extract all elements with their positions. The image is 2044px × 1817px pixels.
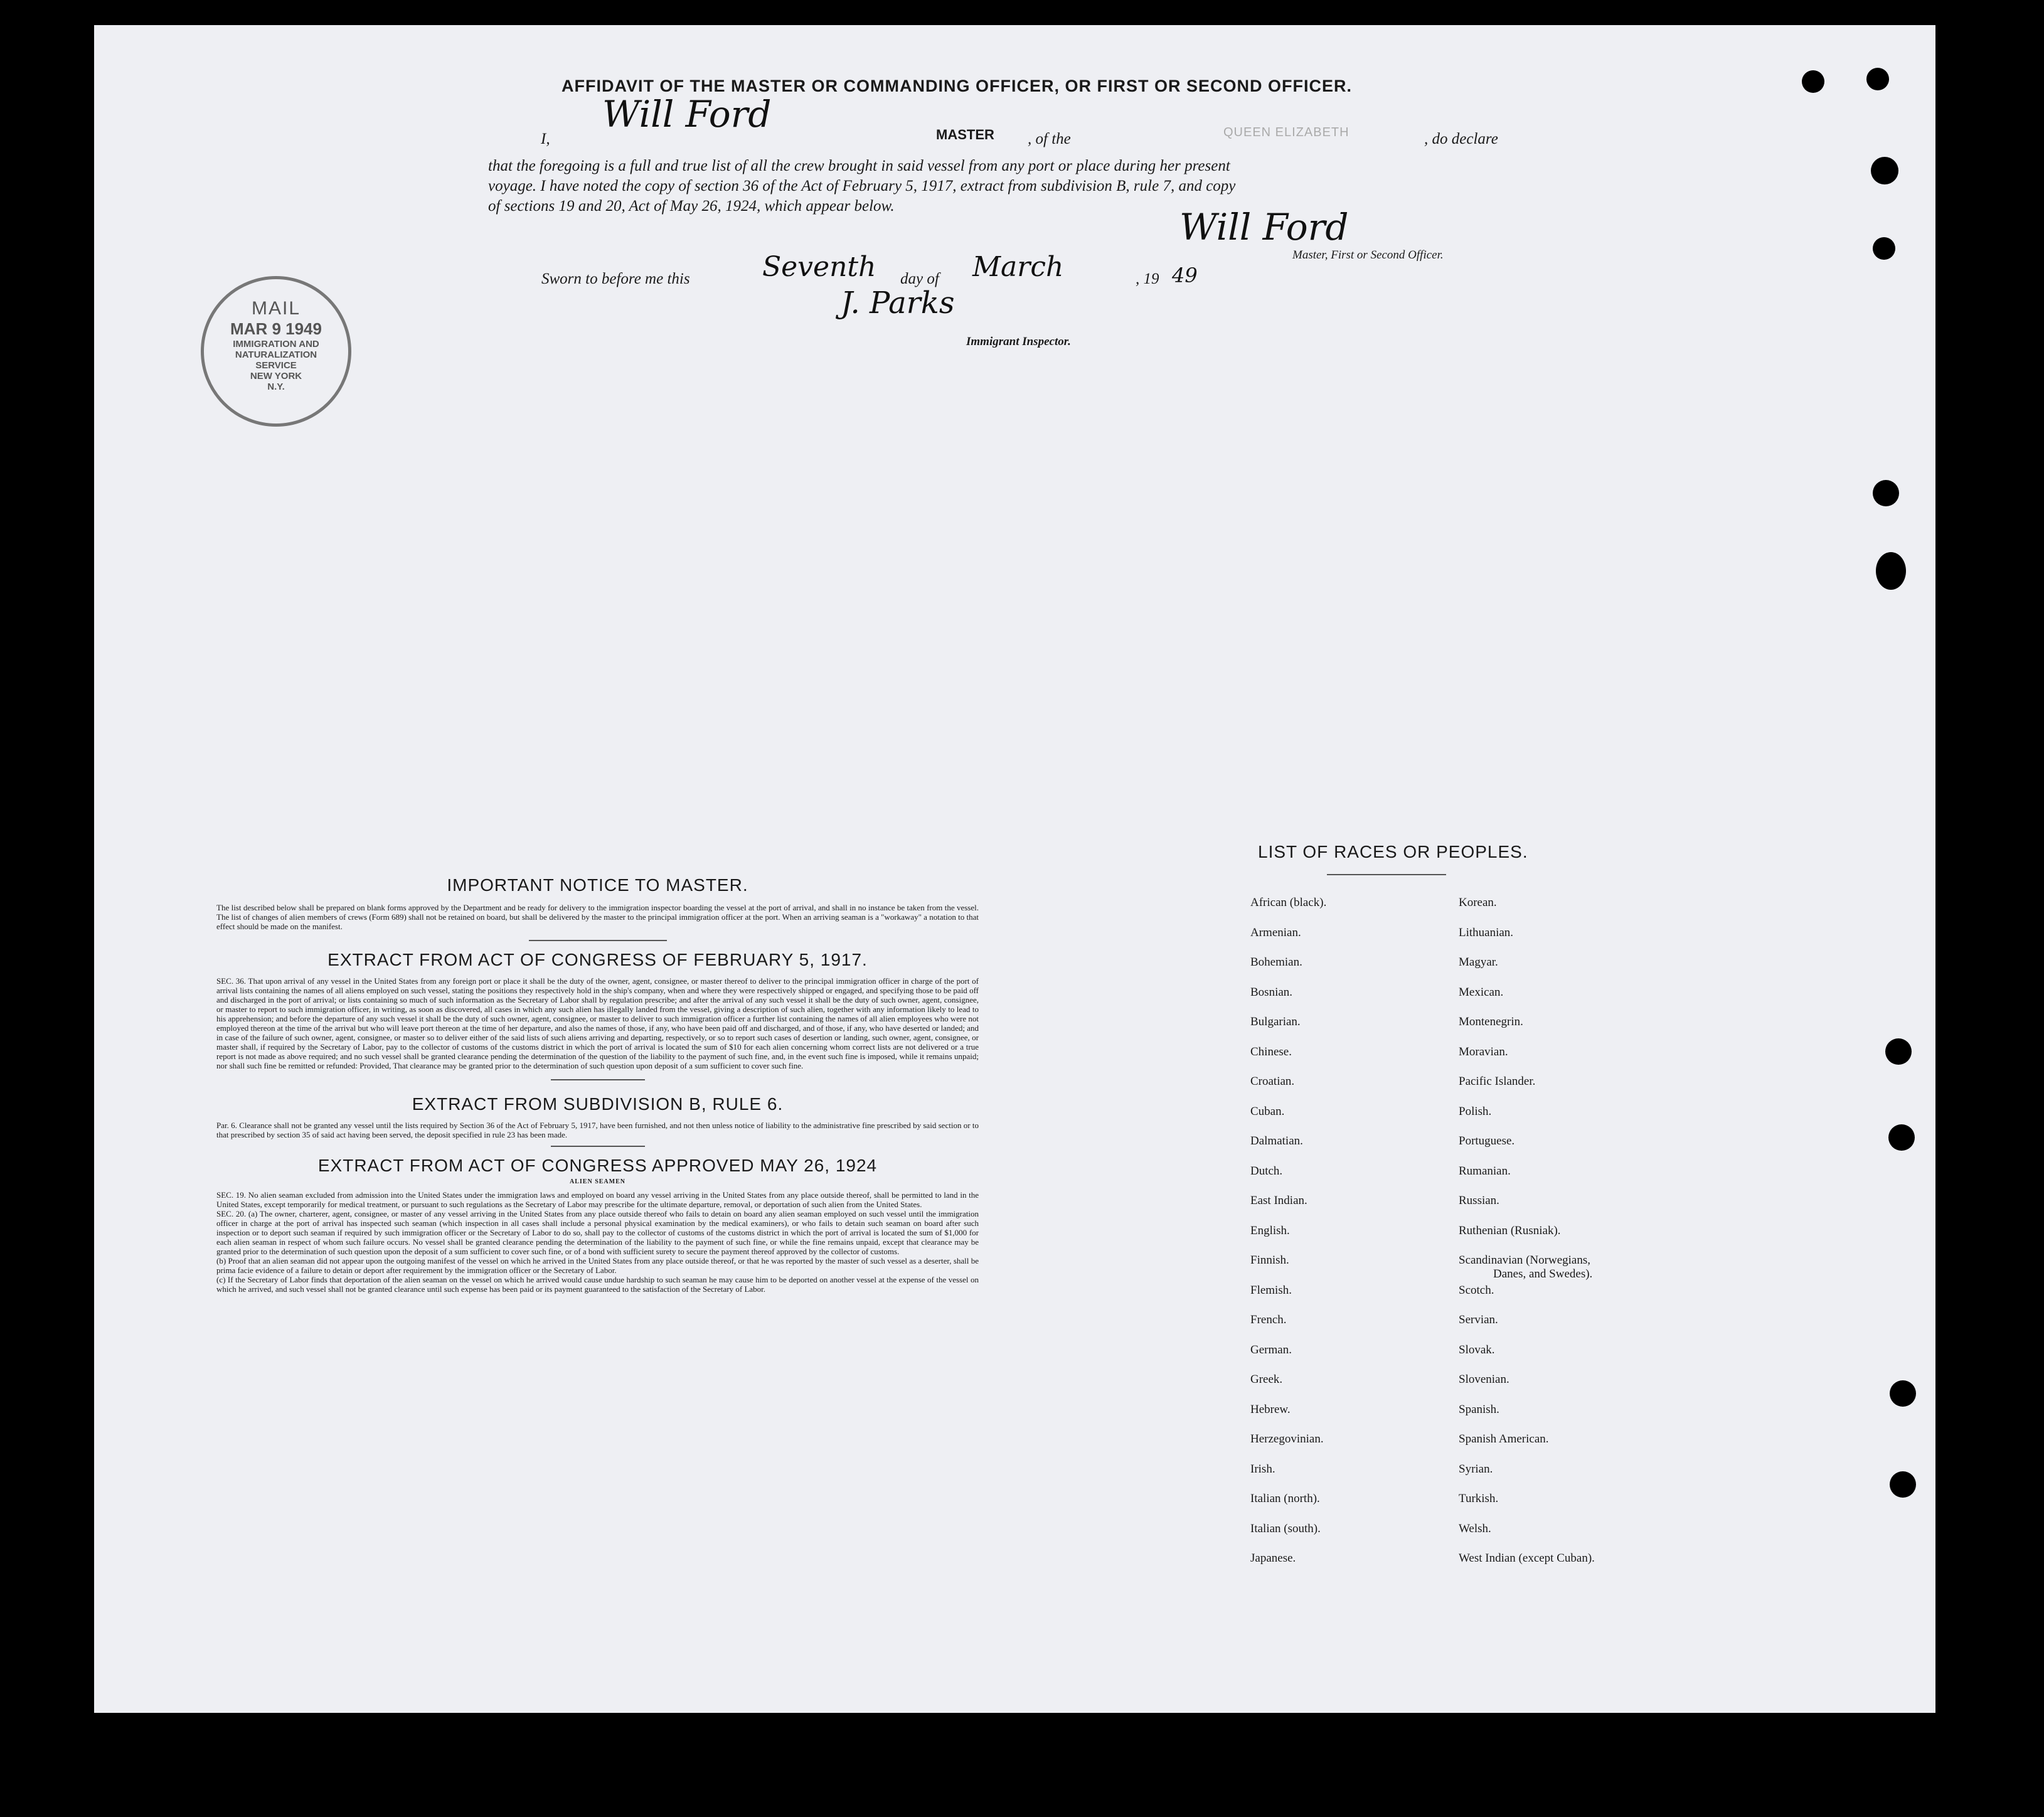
punch-hole [1890,1471,1916,1498]
punch-hole [1873,237,1895,260]
extract1-body: SEC. 36. That upon arrival of any vessel in the United States from any foreign port or place it shall be the duty of the owner, agent, consignee, or master thereof to deliver to the principal immigration officer in charge of the port of arrival lists containing the names of all aliens employed on such vessel, stating the positions they respectively hold in the ship's company, when and where they were respectively shipped or engaged, and specifying those to be paid off and discharged in the port of arrival; or lists containing so much of such information as the Secretary of Labor shall by regulation prescribe; and after the arrival of any such vessel it shall be the duty of such owner, agent, consignee, or master to report to such immigration officer, in writing, as soon as discovered, all cases in which any such alien has illegally landed from the vessel, giving a description of such alien, together with any information likely to lead to his apprehension; and before the departure of any such vessel it shall be the duty of such owner, agent, consignee, or master to deliver to such immigration officer a further list containing the names of all alien employees who were not employed thereon at the time of the arrival but who will leave port thereon at the time of her departure, and also the names of those, if any, who have been paid off and discharged, and of those, if any, who have deserted or landed; and in case of the failure of such owner, agent, consignee, or master so to deliver either of the said lists of such aliens arriving and departing, respectively, or so to report such cases of desertion or landing, such owner, agent, consignee, or master shall, if required by the Secretary of Labor, pay to the collector of customs of the customs district in which the port of arrival is located the sum of $10 for each alien concerning whom correct lists are not delivered or a true report is not made as above required; and no such vessel shall be granted clearance pending the determination of the question of the liability to the payment of such fine, and, in the event such fine is imposed, while it remains unpaid; nor shall such fine be remitted or refunded: Provided, That clearance may be granted prior to the determination of such question upon deposit of a sum sufficient to cover such fine. [216,976,979,1070]
race-item: Pacific Islander. [1459,1075,1536,1088]
race-item: Lithuanian. [1459,925,1514,939]
race-item: East Indian. [1250,1194,1307,1207]
race-item: German. [1250,1343,1292,1356]
officer-signature: Will Ford [1179,206,1349,248]
extract2-title: EXTRACT FROM SUBDIVISION B, RULE 6. [412,1094,784,1114]
race-item: Ruthenian (Rusniak). [1459,1223,1561,1237]
punch-hole [1802,70,1824,93]
extract3-body1: SEC. 19. No alien seaman excluded from admission into the United States under the immigration laws and employed on board any vessel arriving in the United States from any place outside thereof, shall be permitted to land in the United States, except temporarily for medical treatment, or pursuant to such regulations as the Secretary of Labor may prescribe for the ultimate departure, removal, or deportation of such alien from the United States. [216,1190,979,1209]
race-item: Scotch. [1459,1283,1494,1297]
race-item: Irish. [1250,1462,1275,1476]
do-declare-label: , do declare [1424,131,1498,147]
affidavit-body-line1: that the foregoing is a full and true list of all the crew brought in said vessel from any port or place during her present [488,157,1230,174]
stamp-line6: NEW YORK [250,371,302,381]
extract3-body2: SEC. 20. (a) The owner, charterer, agent, consignee, or master of any vessel arriving in the United States from any place outside thereof who fails to detain on board any alien seaman employed on such vessel until the immigration officer in charge at the port of arrival has inspected such seaman (which inspection in all cases shall include a personal physical examination by the medical examiners), or who fails to detain such seaman on board after such inspection or to deport such seaman if required by such immigration officer or the Secretary of Labor to do so, shall pay to the collector of customs of the customs district in which the port of arrival is located the sum of $1,000 for each alien seaman in respect of whom such failure occurs. No vessel shall be granted clearance pending the determination of the liability to the payment of such fine, or while the fine remains unpaid, except that clearance may be granted prior to the determination of such question upon the deposit of a sum sufficient to cover such fine, or of a bond with sufficient surety to secure the payment thereof approved by the collector of customs. [216,1209,979,1256]
race-item: Japanese. [1250,1552,1296,1565]
extract3-subtitle: ALIEN SEAMEN [570,1178,625,1185]
race-item: Spanish. [1459,1402,1499,1416]
divider [529,940,667,941]
affidavit-title: AFFIDAVIT OF THE MASTER OR COMMANDING OFFICER, OR FIRST OR SECOND OFFICER. [562,77,1352,95]
inspector-signature: J. Parks [841,285,955,321]
race-item: Finnish. [1250,1254,1289,1267]
punch-hole [1866,68,1889,90]
race-item: Italian (north). [1250,1492,1320,1505]
race-item: Dalmatian. [1250,1134,1303,1148]
extract3-body4: (c) If the Secretary of Labor finds that deportation of the alien seaman on the vessel on which he arrived would cause undue hardship to such seaman he may cause him to be deported on another vessel at the expense of the vessel on which he arrived, and such vessel shall not be granted clearance until such expense has been paid or its payment guaranteed to the satisfaction of the Secretary of Labor. [216,1275,979,1294]
stamp-line3: IMMIGRATION AND [233,339,319,349]
race-item: Greek. [1250,1373,1283,1386]
vessel-name: QUEEN ELIZABETH [1223,125,1349,139]
stamp-line2: MAR 9 1949 [230,319,322,338]
race-item: Magyar. [1459,956,1498,969]
race-item: Chinese. [1250,1045,1292,1058]
of-the-label: , of the [1028,131,1071,147]
master-signature: Will Ford [602,93,772,136]
stamp-line1: MAIL [251,298,301,319]
race-item: Cuban. [1250,1104,1285,1118]
officer-caption: Master, First or Second Officer. [1292,248,1444,262]
year-suffix: 49 [1172,264,1198,287]
race-item: Scandinavian (Norwegians, [1459,1254,1590,1267]
race-item: Dutch. [1250,1164,1283,1178]
race-item: Turkish. [1459,1492,1499,1505]
race-item: Welsh. [1459,1521,1491,1535]
race-item: Armenian. [1250,925,1301,939]
punch-hole [1876,552,1906,590]
race-item: Moravian. [1459,1045,1508,1058]
stamp-line7: N.Y. [267,381,285,392]
punch-hole [1871,157,1898,184]
race-item: Slovak. [1459,1343,1495,1356]
stamp-line4: NATURALIZATION [235,349,317,360]
extract3-body3: (b) Proof that an alien seaman did not appear upon the outgoing manifest of the vessel on which he arrived in the United States from any place outside thereof, or that he was reported by the master of such vessel as a deserter, shall be prima facie evidence of a failure to detain or deport after requirement by the immigration officer or the Secretary of Labor. [216,1256,979,1275]
race-item: Bosnian. [1250,985,1293,999]
punch-hole [1873,480,1899,506]
inspector-caption: Immigrant Inspector. [966,335,1071,348]
affidavit-body-line3: of sections 19 and 20, Act of May 26, 1924, which appear below. [488,198,895,215]
race-item: Bohemian. [1250,956,1302,969]
race-item: Hebrew. [1250,1402,1291,1416]
race-item: French. [1250,1313,1287,1326]
race-item: Slovenian. [1459,1373,1509,1386]
race-item: Russian. [1459,1194,1499,1207]
year-prefix: , 19 [1136,270,1159,287]
race-item: African (black). [1250,896,1327,909]
divider [1327,874,1446,875]
race-item: Korean. [1459,896,1497,909]
race-item: Italian (south). [1250,1521,1321,1535]
race-item: Bulgarian. [1250,1015,1301,1028]
sworn-day: Seventh [762,251,876,283]
races-title: LIST OF RACES OR PEOPLES. [1258,842,1528,861]
immigration-mail-stamp [201,276,351,427]
punch-hole [1885,1038,1912,1065]
stamp-line5: SERVICE [255,360,297,371]
divider [551,1079,645,1080]
race-item: Rumanian. [1459,1164,1511,1178]
race-item: Portuguese. [1459,1134,1515,1148]
race-item: Danes, and Swedes). [1493,1267,1593,1281]
race-item: English. [1250,1223,1290,1237]
affidavit-body-line2: voyage. I have noted the copy of section 36 of the Act of February 5, 1917, extract from subdivision B, rule 7, and copy [488,178,1236,194]
extract2-body: Par. 6. Clearance shall not be granted any vessel until the lists required by Section 36 of the Act of February 5, 1917, have been furnished, and not then unless notice of liability to the administrative fine prescribed by said section or to that prescribed by section 35 of said act having been served, the deposit specified in rule 23 has been made. [216,1121,979,1139]
i-label: I, [541,131,550,147]
notice-body: The list described below shall be prepared on blank forms approved by the Department and be ready for delivery to the immigration inspector boarding the vessel at the port of arrival, and shall in no instance be taken from the vessel. The list of changes of alien members of crews (Form 689) shall not be retained on board, but shall be delivered by the master to the principal immigration officer at the port. When an arriving seaman is a "workaway" a notation to that effect should be made on the manifest. [216,903,979,931]
notice-title: IMPORTANT NOTICE TO MASTER. [447,875,748,895]
punch-hole [1890,1380,1916,1407]
divider [551,1146,645,1147]
punch-hole [1888,1124,1915,1151]
race-item: Herzegovinian. [1250,1432,1324,1446]
race-item: Polish. [1459,1104,1492,1118]
extract3-title: EXTRACT FROM ACT OF CONGRESS APPROVED MAY 26, 1924 [317,1156,878,1175]
master-label: MASTER [936,127,994,142]
day-of-label: day of [900,270,939,287]
sworn-month: March [972,251,1064,283]
extract1-title: EXTRACT FROM ACT OF CONGRESS OF FEBRUARY 5, 1917. [327,950,868,969]
race-item: Mexican. [1459,985,1504,999]
sworn-label: Sworn to before me this [541,270,690,287]
race-item: Spanish American. [1459,1432,1549,1446]
race-item: West Indian (except Cuban). [1459,1552,1595,1565]
race-item: Croatian. [1250,1075,1295,1088]
race-item: Syrian. [1459,1462,1493,1476]
race-item: Montenegrin. [1459,1015,1523,1028]
race-item: Servian. [1459,1313,1498,1326]
race-item: Flemish. [1250,1283,1292,1297]
notice-section [216,875,979,1294]
